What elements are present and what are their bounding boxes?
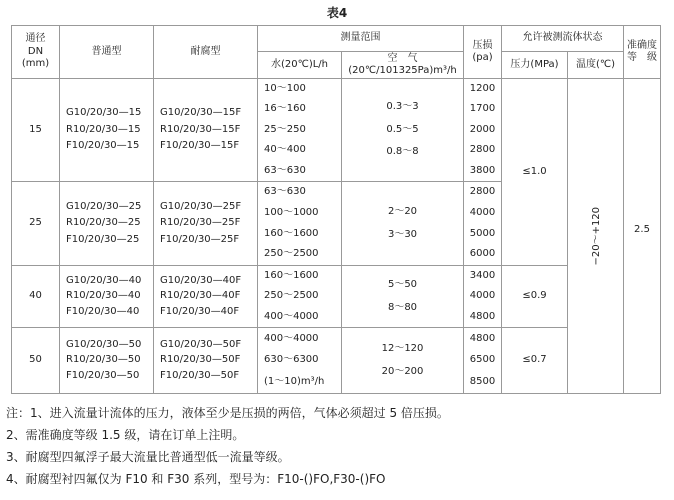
header-range: 测量范围 bbox=[258, 26, 464, 52]
air-range-cell: 5～50 8～80 bbox=[342, 266, 464, 328]
note-line: 注：1、进入流量计流体的压力，液体至少是压损的两倍，气体必须超过 5 倍压损。 bbox=[6, 406, 449, 420]
header-standard: 普通型 bbox=[60, 26, 154, 79]
pressure-cell: ≤0.9 bbox=[502, 266, 568, 328]
accuracy-cell: 2.5 bbox=[624, 79, 661, 394]
header-pressure: 压力(MPa) bbox=[502, 52, 568, 79]
corrosion-models-cell: G10/20/30—15F R10/20/30—15F F10/20/30—15F bbox=[154, 79, 258, 182]
table-row bbox=[12, 328, 661, 394]
water-range-cell: 400～4000 630～6300 (1～10)m³/h bbox=[258, 328, 342, 394]
notes bbox=[6, 402, 670, 490]
corrosion-models-cell: G10/20/30—25F R10/20/30—25F F10/20/30—25F bbox=[154, 182, 258, 266]
dn-cell: 15 bbox=[12, 79, 60, 182]
air-range-cell: 0.3～3 0.5～5 0.8～8 bbox=[342, 79, 464, 182]
note-line: 2、需准确度等级 1.5 级，请在订单上注明。 bbox=[6, 428, 245, 442]
header-temperature: 温度(℃) bbox=[568, 52, 624, 79]
temperature-cell: −20～+120 bbox=[568, 79, 624, 394]
standard-models-cell: G10/20/30—25 R10/20/30—25 F10/20/30—25 bbox=[60, 182, 154, 266]
standard-models-cell: G10/20/30—15 R10/20/30—15 F10/20/30—15 bbox=[60, 79, 154, 182]
header-corrosion: 耐腐型 bbox=[154, 26, 258, 79]
table-caption: 表4 bbox=[326, 6, 348, 20]
table-row bbox=[12, 266, 661, 328]
standard-models-cell: G10/20/30—50 R10/20/30—50 F10/20/30—50 bbox=[60, 328, 154, 394]
pressure-cell: ≤0.7 bbox=[502, 328, 568, 394]
table-row bbox=[12, 79, 661, 182]
corrosion-models-cell: G10/20/30—40F R10/20/30—40F F10/20/30—40F bbox=[154, 266, 258, 328]
dn-cell: 40 bbox=[12, 266, 60, 328]
water-range-cell: 160～1600 250～2500 400～4000 bbox=[258, 266, 342, 328]
pressure-loss-cell: 2800 4000 5000 6000 bbox=[464, 182, 502, 266]
header-allowed: 允许被测流体状态 bbox=[502, 26, 624, 52]
header-dn: 通径 DN (mm) bbox=[12, 26, 60, 79]
dn-cell: 25 bbox=[12, 182, 60, 266]
note-line: 3、耐腐型四氟浮子最大流量比普通型低一流量等级。 bbox=[6, 450, 290, 464]
dn-cell: 50 bbox=[12, 328, 60, 394]
pressure-cell: ≤1.0 bbox=[502, 79, 568, 266]
header-water: 水(20℃)L/h bbox=[258, 52, 342, 79]
pressure-loss-cell: 4800 6500 8500 bbox=[464, 328, 502, 394]
pressure-loss-cell: 1200 1700 2000 2800 3800 bbox=[464, 79, 502, 182]
header-accuracy: 准确度 等 级 bbox=[624, 26, 661, 79]
air-range-cell: 12～120 20～200 bbox=[342, 328, 464, 394]
header-pressure-loss: 压损 (pa) bbox=[464, 26, 502, 79]
air-range-cell: 2～20 3～30 bbox=[342, 182, 464, 266]
header-air: 空 气 (20℃/101325Pa)m³/h bbox=[342, 52, 464, 79]
spec-table bbox=[11, 25, 661, 394]
water-range-cell: 10～100 16～160 25～250 40～400 63～630 bbox=[258, 79, 342, 182]
note-line: 4、耐腐型衬四氟仅为 F10 和 F30 系列，型号为：F10-()FO,F30-()FO bbox=[6, 472, 386, 486]
water-range-cell: 63～630 100～1000 160～1600 250～2500 bbox=[258, 182, 342, 266]
standard-models-cell: G10/20/30—40 R10/20/30—40 F10/20/30—40 bbox=[60, 266, 154, 328]
pressure-loss-cell: 3400 4000 4800 bbox=[464, 266, 502, 328]
corrosion-models-cell: G10/20/30—50F R10/20/30—50F F10/20/30—50F bbox=[154, 328, 258, 394]
